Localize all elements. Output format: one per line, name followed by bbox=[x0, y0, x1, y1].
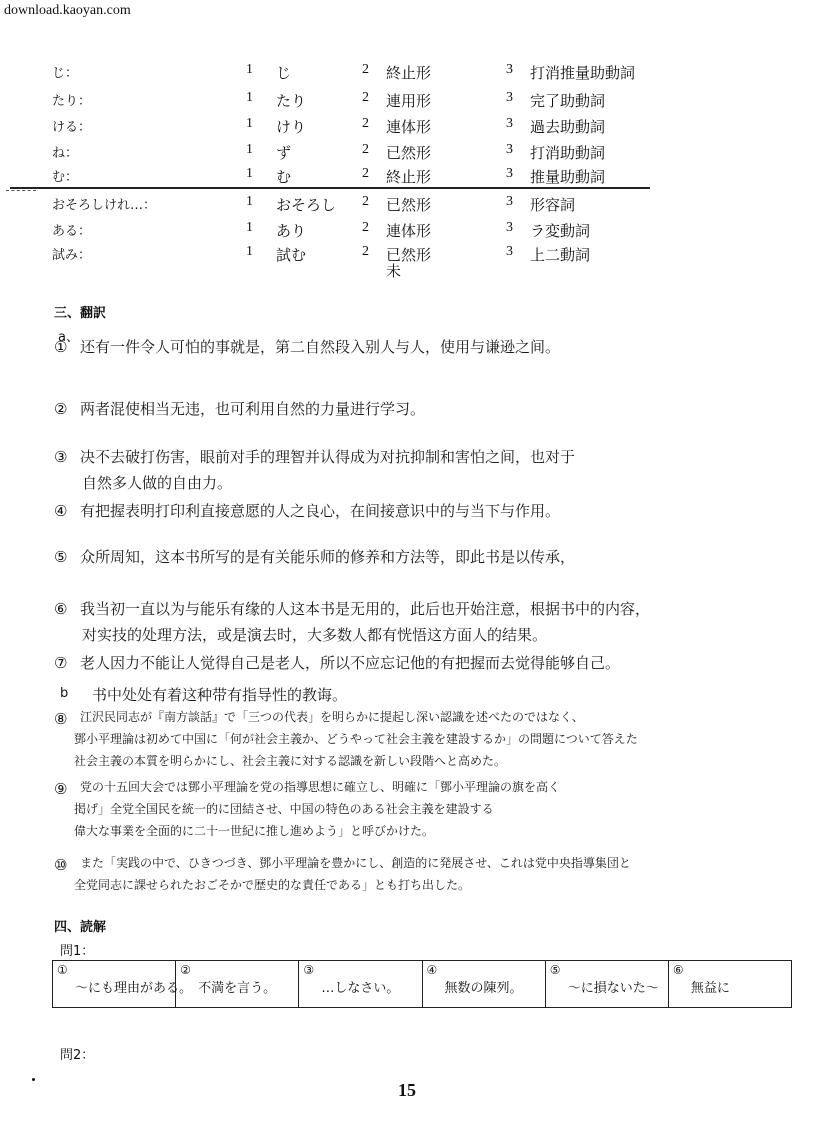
label-a: a、 bbox=[58, 330, 79, 345]
grammar-inflection: 已然形 bbox=[386, 144, 432, 162]
answer-cell bbox=[423, 961, 546, 1007]
grammar-inflection: 連体形 bbox=[386, 118, 432, 136]
translation-number: ④ bbox=[54, 502, 68, 520]
grammar-num-3: 3 bbox=[506, 244, 513, 259]
answer-text: ～にも理由がある。 bbox=[75, 981, 193, 996]
translation-line: 对实技的处理方法，或是演去时，大多数人都有恍悟这方面人的结果。 bbox=[82, 626, 548, 644]
answer-number: ② bbox=[180, 963, 191, 977]
answer-cell bbox=[53, 961, 193, 1007]
grammar-num-3: 3 bbox=[506, 116, 513, 131]
grammar-num-3: 3 bbox=[506, 166, 513, 181]
grammar-word: む： bbox=[52, 170, 79, 185]
grammar-part-of-speech: 過去助動詞 bbox=[530, 118, 606, 136]
grammar-part-of-speech: ラ変動詞 bbox=[530, 222, 591, 240]
cut-line bbox=[10, 187, 650, 189]
grammar-num-1: 1 bbox=[246, 166, 253, 181]
grammar-word: ある： bbox=[52, 224, 92, 239]
answer-cell bbox=[669, 961, 791, 1007]
translation-line: 掲げ」全党全国民を統一的に団結させ、中国の特色のある社会主義を建設する bbox=[74, 802, 494, 816]
answer-text: …しなさい。 bbox=[321, 981, 400, 996]
answer-text: 無数の陳列。 bbox=[444, 981, 523, 996]
translation-line: 江沢民同志が『南方談話』で「三つの代表」を明らかに提起し深い認識を述べたのではなく、 bbox=[80, 710, 584, 724]
grammar-num-2: 2 bbox=[362, 116, 369, 131]
grammar-base-form: む bbox=[276, 168, 292, 186]
grammar-num-1: 1 bbox=[246, 142, 253, 157]
grammar-num-3: 3 bbox=[506, 142, 513, 157]
translation-number: ⑨ bbox=[54, 780, 68, 798]
grammar-num-1: 1 bbox=[246, 62, 253, 77]
grammar-part-of-speech: 推量助動詞 bbox=[530, 168, 606, 186]
translation-line: 社会主義の本質を明らかにし、社会主義に対する認識を新しい段階へと高めた。 bbox=[74, 754, 507, 768]
grammar-base-form: じ bbox=[276, 64, 292, 82]
grammar-num-1: 1 bbox=[246, 244, 253, 259]
answer-number: ⑥ bbox=[672, 963, 684, 977]
translation-line: 两者混使相当无违，也可利用自然的力量进行学习。 bbox=[80, 400, 426, 418]
grammar-extra-note: 未 bbox=[386, 262, 402, 280]
translation-line: 老人因力不能让人觉得自己是老人，所以不应忘记他的有把握而去觉得能够自己。 bbox=[80, 654, 621, 672]
translation-number: ① bbox=[54, 338, 68, 356]
grammar-part-of-speech: 形容詞 bbox=[530, 196, 576, 214]
grammar-word: ね： bbox=[52, 146, 79, 161]
translation-number: ⑦ bbox=[54, 654, 68, 672]
translation-number: ② bbox=[54, 400, 68, 418]
translation-line: 全党同志に課せられたおごそかで歴史的な責任である」とも打ち出した。 bbox=[74, 878, 471, 892]
grammar-num-2: 2 bbox=[362, 90, 369, 105]
translation-line: 偉大な事業を全面的に二十一世紀に推し進めよう」と呼びかけた。 bbox=[74, 824, 435, 838]
section-reading-title: 四、読解 bbox=[54, 920, 107, 935]
grammar-base-form: ず bbox=[276, 144, 292, 162]
answer-number: ⑤ bbox=[549, 963, 561, 977]
grammar-inflection: 連用形 bbox=[386, 92, 432, 110]
grammar-num-2: 2 bbox=[362, 142, 369, 157]
translation-line: 自然多人做的自由力。 bbox=[82, 474, 233, 492]
grammar-word: 試み： bbox=[52, 248, 92, 263]
grammar-inflection: 已然形 bbox=[386, 196, 432, 214]
grammar-inflection: 已然形 bbox=[386, 246, 432, 264]
grammar-num-1: 1 bbox=[246, 194, 253, 209]
grammar-inflection: 終止形 bbox=[386, 64, 432, 82]
translation-line: 决不去破打伤害，眼前对手的理智并认得成为对抗抑制和害怕之间，也对于 bbox=[80, 448, 576, 466]
translation-line: 我当初一直以为与能乐有缘的人这本书是无用的，此后也开始注意，根据书中的内容， bbox=[80, 600, 651, 618]
grammar-base-form: たり bbox=[276, 92, 307, 110]
grammar-num-1: 1 bbox=[246, 116, 253, 131]
grammar-word: おそろしけれ…： bbox=[52, 198, 157, 213]
section-translation-title: 三、翻訳 bbox=[54, 306, 107, 321]
grammar-num-2: 2 bbox=[362, 220, 369, 235]
grammar-part-of-speech: 上二動詞 bbox=[530, 246, 591, 264]
translation-line: 还有一件令人可怕的事就是，第二自然段入别人与人，使用与谦逊之间。 bbox=[80, 338, 561, 356]
translation-number: ⑩ bbox=[54, 856, 68, 874]
question-1-label: 問1： bbox=[60, 944, 95, 959]
cut-marker bbox=[6, 190, 36, 191]
translation-line: 鄧小平理論は初めて中国に「何が社会主義か、どうやって社会主義を建設するか」の問題について答えた bbox=[74, 732, 638, 746]
answer-number: ① bbox=[57, 963, 68, 977]
grammar-num-2: 2 bbox=[362, 194, 369, 209]
question-2-label: 問2： bbox=[60, 1048, 95, 1063]
grammar-part-of-speech: 打消推量助動詞 bbox=[530, 64, 636, 82]
answer-cell bbox=[546, 961, 669, 1007]
grammar-part-of-speech: 打消助動詞 bbox=[530, 144, 606, 162]
label-b: b bbox=[60, 686, 69, 701]
answer-text: 無益に bbox=[690, 981, 730, 996]
grammar-num-2: 2 bbox=[362, 166, 369, 181]
grammar-inflection: 連体形 bbox=[386, 222, 432, 240]
grammar-num-1: 1 bbox=[246, 220, 253, 235]
translation-number: ⑤ bbox=[54, 548, 68, 566]
translation-number: ⑧ bbox=[54, 710, 68, 728]
translation-line: 有把握表明打印利直接意愿的人之良心，在间接意识中的与当下与作用。 bbox=[80, 502, 561, 520]
grammar-num-3: 3 bbox=[506, 220, 513, 235]
grammar-num-3: 3 bbox=[506, 62, 513, 77]
grammar-base-form: あり bbox=[276, 222, 307, 240]
grammar-base-form: おそろし bbox=[276, 196, 337, 214]
source-header: download.kaoyan.com bbox=[4, 3, 131, 18]
answer-number: ③ bbox=[303, 963, 315, 977]
page-number: 15 bbox=[398, 1080, 416, 1100]
grammar-num-2: 2 bbox=[362, 62, 369, 77]
answer-table bbox=[52, 960, 792, 1008]
translation-line: 众所周知，这本书所写的是有关能乐师的修养和方法等，即此书是以传承， bbox=[80, 548, 576, 566]
grammar-num-3: 3 bbox=[506, 90, 513, 105]
translation-number: ③ bbox=[54, 448, 68, 466]
answer-text: ～に損ないた～ bbox=[567, 981, 659, 996]
grammar-word: たり： bbox=[52, 94, 92, 109]
grammar-word: ける： bbox=[52, 120, 92, 135]
translation-number: ⑥ bbox=[54, 600, 68, 618]
grammar-part-of-speech: 完了助動詞 bbox=[530, 92, 606, 110]
grammar-inflection: 終止形 bbox=[386, 168, 432, 186]
answer-number: ④ bbox=[426, 963, 438, 977]
grammar-base-form: 試む bbox=[276, 246, 307, 264]
margin-dot bbox=[32, 1078, 35, 1081]
grammar-num-2: 2 bbox=[362, 244, 369, 259]
answer-cell bbox=[176, 961, 299, 1007]
translation-line: 书中处处有着这种带有指导性的教诲。 bbox=[92, 686, 348, 704]
grammar-num-3: 3 bbox=[506, 194, 513, 209]
answer-cell bbox=[299, 961, 422, 1007]
translation-line: 党の十五回大会では鄧小平理論を党の指導思想に確立し、明確に「鄧小平理論の旗を高く bbox=[80, 780, 561, 794]
answer-text: 不満を言う。 bbox=[198, 981, 277, 996]
grammar-base-form: けり bbox=[276, 118, 307, 136]
translation-line: また「実践の中で、ひきつづき、鄧小平理論を豊かにし、創造的に発展させ、これは党中央指導集団と bbox=[80, 856, 631, 870]
grammar-num-1: 1 bbox=[246, 90, 253, 105]
grammar-word: じ： bbox=[52, 66, 79, 81]
